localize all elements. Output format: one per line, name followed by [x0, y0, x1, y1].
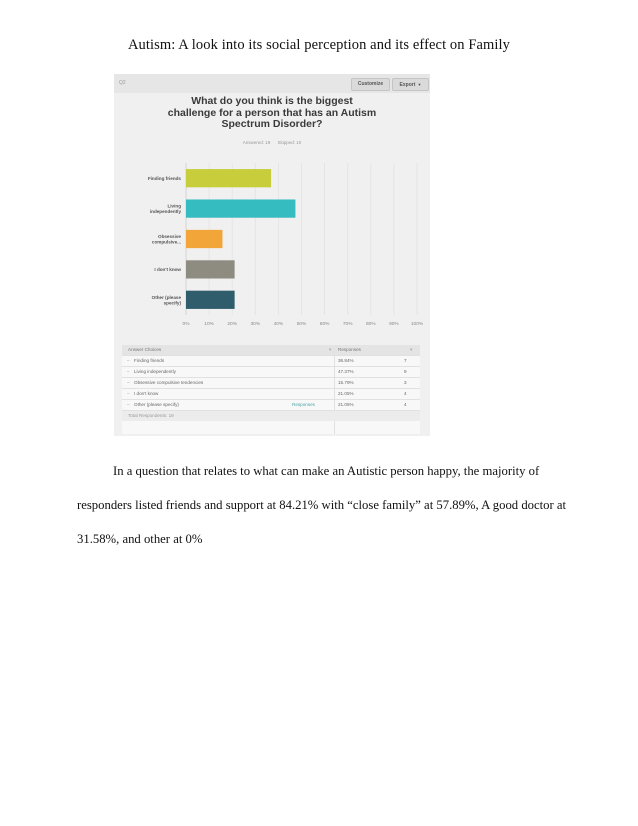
- row-percent: 47.37%: [338, 369, 354, 374]
- paragraph-line: 31.58%, and other at 0%: [77, 532, 203, 546]
- row-choice: Other (please specify): [134, 402, 179, 407]
- question-line: challenge for a person that has an Autism: [167, 106, 377, 119]
- category-label: Living: [167, 203, 181, 209]
- category-label: independently: [149, 209, 181, 215]
- row-percent: 15.79%: [338, 380, 354, 385]
- category-label: compulsive...: [151, 239, 181, 245]
- export-button[interactable]: [392, 78, 429, 91]
- category-label: Obsessive: [158, 234, 181, 239]
- question-line: Spectrum Disorder?: [221, 118, 323, 130]
- answered-count: Answered: 19: [242, 140, 271, 145]
- bar: [186, 169, 271, 187]
- header-responses: Responses: [338, 347, 361, 352]
- row-choice: Obsessive compulsive tendencies: [134, 380, 204, 385]
- responses-link[interactable]: Responses: [292, 402, 315, 407]
- x-tick-label: 50%: [296, 322, 307, 327]
- row-percent: 21.05%: [338, 391, 354, 396]
- sort-icon[interactable]: ▾: [410, 347, 413, 352]
- x-tick-label: 70%: [342, 322, 353, 327]
- skipped-count: Skipped: 10: [277, 140, 302, 145]
- category-label: I don't know: [154, 267, 181, 273]
- x-tick-label: 80%: [365, 322, 376, 327]
- bullet-icon: –: [127, 369, 130, 374]
- page-title: Autism: A look into its social perception and its effect on Family: [127, 37, 511, 53]
- category-label: specify): [163, 300, 181, 306]
- category-label: Other (please: [151, 294, 181, 300]
- total-respondents: Total Respondents: 19: [128, 413, 174, 418]
- survey-toolbar: [114, 74, 430, 93]
- export-label: Export: [399, 82, 416, 88]
- row-percent: 21.05%: [338, 402, 354, 407]
- x-tick-label: 100%: [410, 322, 424, 327]
- row-count: 3: [404, 380, 407, 385]
- x-tick-label: 60%: [319, 322, 330, 327]
- category-label: Finding friends: [147, 176, 181, 181]
- row-choice: I don't know: [134, 391, 159, 396]
- x-tick-label: 90%: [389, 322, 399, 327]
- question-number: Q2: [119, 80, 126, 86]
- row-count: 4: [404, 391, 407, 396]
- x-tick-label: 40%: [273, 322, 284, 327]
- row-choice: Living independently: [134, 369, 176, 374]
- responses-table: [122, 345, 420, 434]
- x-tick-label: 10%: [204, 322, 214, 327]
- x-tick-label: 30%: [250, 322, 261, 327]
- chevron-down-icon: ▼: [416, 82, 422, 87]
- chart-panel: [114, 93, 430, 339]
- customize-button[interactable]: Customize: [351, 78, 390, 91]
- x-tick-label: 20%: [227, 322, 238, 327]
- bar: [186, 260, 235, 278]
- row-count: 9: [404, 369, 407, 374]
- bullet-icon: –: [127, 380, 130, 385]
- paragraph-line: In a question that relates to what can make an Autistic person happy, the majority of: [113, 464, 540, 478]
- survey-screenshot: [114, 74, 430, 436]
- table-footer: [122, 411, 420, 421]
- row-percent: 36.84%: [338, 358, 354, 363]
- bullet-icon: –: [127, 402, 130, 407]
- table-row: [122, 356, 420, 367]
- x-tick-label: 0%: [182, 322, 190, 327]
- bullet-icon: –: [127, 358, 130, 363]
- table-row: [122, 389, 420, 400]
- bar: [186, 230, 222, 248]
- bar-chart: [114, 93, 430, 339]
- table-row: [122, 367, 420, 378]
- paragraph-line: responders listed friends and support at 84.21% with “close family” at 57.89%, A good doctor at: [77, 498, 567, 512]
- bullet-icon: –: [127, 391, 130, 396]
- row-count: 4: [404, 402, 407, 407]
- row-count: 7: [404, 358, 407, 363]
- question-line: What do you think is the biggest: [191, 95, 353, 107]
- header-answer-choices: Answer Choices: [128, 347, 162, 352]
- sort-icon[interactable]: ▾: [329, 347, 332, 352]
- table-row: [122, 400, 420, 411]
- table-header: [122, 345, 420, 356]
- bar: [186, 199, 295, 217]
- bar: [186, 291, 235, 309]
- row-choice: Finding friends: [134, 358, 165, 363]
- table-row: [122, 378, 420, 389]
